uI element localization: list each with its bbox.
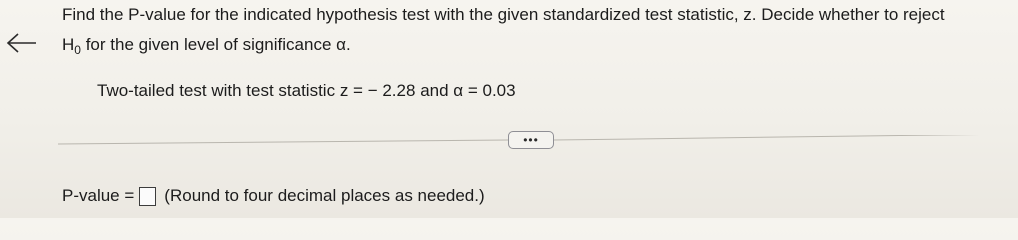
p-value-label: P-value = xyxy=(62,186,135,205)
z-statistic: z = − 2.28 xyxy=(339,81,416,100)
ellipsis-icon: ••• xyxy=(523,133,539,147)
test-joiner: and xyxy=(420,81,449,100)
question-line-2 xyxy=(62,33,1012,58)
null-hypothesis-symbol: $H_0$ xyxy=(62,35,81,57)
back-arrow-icon[interactable] xyxy=(4,30,38,56)
test-description xyxy=(97,80,516,102)
question-line-2-text: for the given level of significance α. xyxy=(85,35,351,54)
answer-row xyxy=(62,185,485,207)
alpha-level: α = 0.03 xyxy=(453,81,516,100)
rounding-instruction: (Round to four decimal places as needed.) xyxy=(164,186,485,205)
expand-more-button[interactable] xyxy=(508,131,554,149)
test-prefix: Two-tailed test with test statistic xyxy=(97,81,336,100)
question-line-1: Find the P-value for the indicated hypothesis test with the given standardized test statistic, z. Decide whether to reject xyxy=(62,5,945,24)
p-value-input[interactable] xyxy=(139,187,156,206)
question-text xyxy=(62,3,1012,58)
